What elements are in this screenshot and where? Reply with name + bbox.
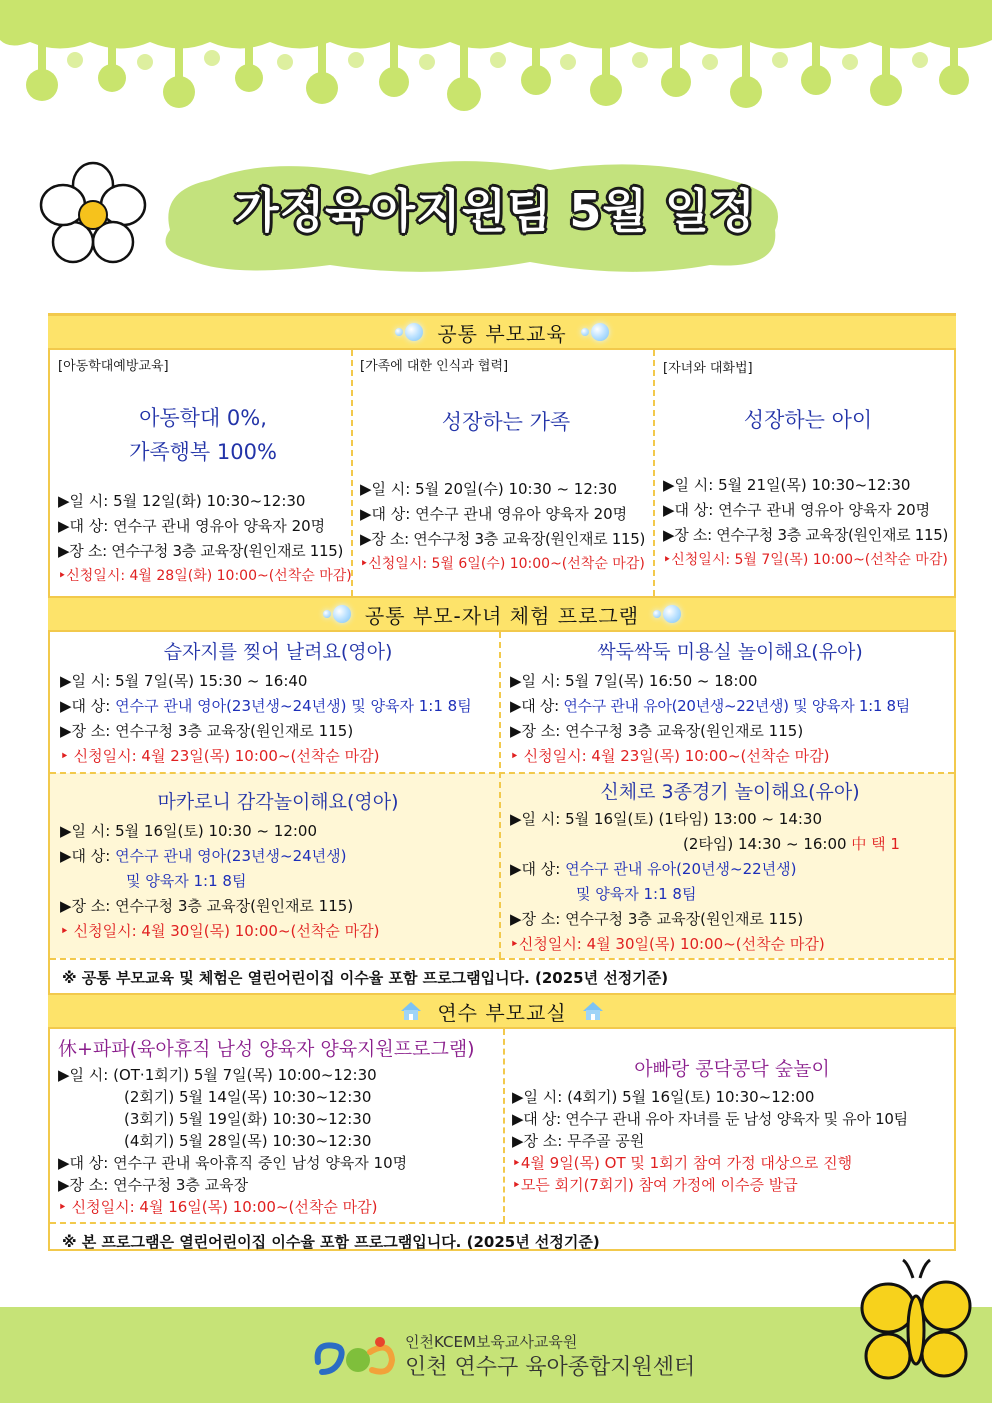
program-apply: ‣신청일시: 5월 7일(목) 10:00~(선착순 마감) <box>663 552 948 568</box>
program-apply: ‣신청일시: 4월 28일(화) 10:00~(선착순 마감) <box>58 568 352 584</box>
program-target-label: ▶대 상: <box>60 847 116 865</box>
bubble-icon <box>395 328 403 336</box>
program-target-value: 연수구 관내 영아(23년생~24년생) <box>115 847 347 865</box>
program-date: ▶일 시: 5월 20일(수) 10:30 ~ 12:30 <box>360 480 618 498</box>
section3-left <box>58 1038 502 1218</box>
program-apply: ‣ 신청일시: 4월 23일(목) 10:00~(선착순 마감) <box>60 747 380 765</box>
program-place: ▶장 소: 연수구청 3층 교육장(원인재로 115) <box>510 910 804 928</box>
section3-right <box>512 1058 952 1196</box>
program-target-value-2: 및 양육자 1:1 8팀 <box>576 885 697 903</box>
program-target-label: ▶대 상: <box>60 697 116 715</box>
program-target <box>60 694 496 719</box>
program-choice: 中 택 1 <box>851 835 900 853</box>
bubble-icon <box>323 610 331 618</box>
bubble-icon <box>333 605 351 623</box>
program-title: 성장하는 가족 <box>441 410 571 434</box>
program-target-value: 연수구 관내 유아(20년생~22년생) <box>565 860 797 878</box>
program-target <box>510 694 950 719</box>
program-date: ▶일 시: 5월 16일(토) (1타임) 13:00 ~ 14:30 <box>510 810 823 828</box>
program-target-label: ▶대 상: <box>510 697 564 715</box>
top-garland-decoration <box>0 0 992 130</box>
program-date: ▶일 시: 5월 16일(토) 10:30 ~ 12:00 <box>60 822 318 840</box>
program-date: ▶일 시: 5월 7일(목) 15:30 ~ 16:40 <box>60 672 308 690</box>
section2-band <box>48 596 956 632</box>
section2-prog2 <box>510 640 950 769</box>
program-title <box>58 401 348 469</box>
program-title: 休+파파(육아휴직 남성 양육자 양육지원프로그램) <box>58 1038 475 1060</box>
section2-prog1 <box>60 640 496 769</box>
program-date: ▶일 시: 5월 7일(목) 16:50 ~ 18:00 <box>510 672 758 690</box>
program-note-2: ‣모든 회기(7회기) 참여 가정에 이수증 발급 <box>512 1176 798 1194</box>
program-date-1: ▶일 시: (OT·1회기) 5월 7일(목) 10:00~12:30 <box>58 1066 377 1084</box>
section3-band <box>48 993 956 1029</box>
section2-prog4 <box>510 780 950 957</box>
program-apply: ‣ 신청일시: 4월 30일(목) 10:00~(선착순 마감) <box>60 922 380 940</box>
bubble-icon <box>663 605 681 623</box>
program-target <box>510 857 950 882</box>
org-main-name: 인천 연수구 육아종합지원센터 <box>405 1355 696 1380</box>
program-tag: [아동학대예방교육] <box>58 359 169 374</box>
program-place: ▶장 소: 연수구청 3층 교육장(원인재로 115) <box>60 897 354 915</box>
program-target-value: 연수구 관내 유아(20년생~22년생) 및 양육자 1:1 8팀 <box>563 697 910 715</box>
program-target: ▶대 상: 연수구 관내 영유아 양육자 20명 <box>360 505 628 523</box>
section1-col3 <box>663 356 953 573</box>
program-date-3: (3회기) 5월 19일(화) 10:30~12:30 <box>124 1110 372 1128</box>
program-place: ▶장 소: 연수구청 3층 교육장(원인재로 115) <box>510 722 804 740</box>
program-place: ▶장 소: 연수구청 3층 교육장 <box>58 1176 249 1194</box>
section2-prog3 <box>60 790 496 944</box>
program-target: ▶대 상: 연수구 관내 육아휴직 중인 남성 양육자 10명 <box>58 1154 408 1172</box>
program-target-value-2: 및 양육자 1:1 8팀 <box>126 872 247 890</box>
butterfly-icon <box>858 1258 973 1388</box>
program-title: 습자지를 찢어 날려요(영아) <box>163 641 393 663</box>
program-place: ▶장 소: 연수구청 3층 교육장(원인재로 115) <box>60 722 354 740</box>
program-apply: ‣ 신청일시: 4월 23일(목) 10:00~(선착순 마감) <box>510 747 830 765</box>
section2-note: ※ 공통 부모교육 및 체험은 열린어린이집 이수율 포함 프로그램입니다. (2025년 선정기준) <box>62 969 669 987</box>
program-place: ▶장 소: 연수구청 3층 교육장(원인재로 115) <box>663 526 949 544</box>
bubble-icon <box>591 323 609 341</box>
section1-col1 <box>58 354 352 589</box>
section1-col2 <box>360 354 652 577</box>
org-sub-name: 인천KCEM보육교사교육원 <box>405 1333 578 1351</box>
program-place: ▶장 소: 연수구청 3층 교육장(원인재로 115) <box>360 530 646 548</box>
section1-band <box>48 314 956 350</box>
program-date: ▶일 시: 5월 12일(화) 10:30~12:30 <box>58 492 306 510</box>
program-tag: [가족에 대한 인식과 협력] <box>360 359 509 374</box>
program-apply: ‣ 신청일시: 4월 16일(목) 10:00~(선착순 마감) <box>58 1198 378 1216</box>
program-place: ▶장 소: 무주골 공원 <box>512 1132 645 1150</box>
section3-note: ※ 본 프로그램은 열린어린이집 이수율 포함 프로그램입니다. (2025년 선정기준) <box>62 1233 600 1251</box>
house-icon <box>581 1000 605 1022</box>
section2-title: 공통 부모-자녀 체험 프로그램 <box>364 603 640 628</box>
program-target: ▶대 상: 연수구 관내 영유아 양육자 20명 <box>663 501 931 519</box>
program-target: ▶대 상: 연수구 관내 유아 자녀를 둔 남성 양육자 및 유아 10팀 <box>512 1110 908 1128</box>
program-title-line1: 아동학대 0%, <box>139 406 267 430</box>
center-logo-icon <box>310 1332 400 1382</box>
program-title: 신체로 3종경기 놀이해요(유아) <box>600 781 860 803</box>
section1-title: 공통 부모교육 <box>437 321 567 346</box>
section3-title: 연수 부모교실 <box>437 1000 567 1025</box>
program-target: ▶대 상: 연수구 관내 영유아 양육자 20명 <box>58 517 326 535</box>
bubble-icon <box>581 328 589 336</box>
program-date-second: (2타임) 14:30 ~ 16:00 <box>683 835 847 853</box>
program-title-line2: 가족행복 100% <box>129 440 277 464</box>
program-apply: ‣신청일시: 4월 30일(목) 10:00~(선착순 마감) <box>510 935 825 953</box>
program-title: 싹둑싹둑 미용실 놀이해요(유아) <box>597 641 863 663</box>
program-target-label: ▶대 상: <box>510 860 566 878</box>
flower-icon <box>38 160 148 270</box>
program-date-2: (2회기) 5월 14일(목) 10:30~12:30 <box>124 1088 372 1106</box>
program-title: 아빠랑 콩닥콩닥 숲놀이 <box>634 1058 830 1080</box>
program-place: ▶장 소: 연수구청 3층 교육장(원인재로 115) <box>58 542 344 560</box>
program-title: 마카로니 감각놀이해요(영아) <box>157 791 399 813</box>
program-date: ▶일 시: 5월 21일(목) 10:30~12:30 <box>663 476 911 494</box>
program-date-4: (4회기) 5월 28일(목) 10:30~12:30 <box>124 1132 372 1150</box>
program-date: ▶일 시: (4회기) 5월 16일(토) 10:30~12:00 <box>512 1088 815 1106</box>
program-target <box>60 844 496 869</box>
program-apply: ‣신청일시: 5월 6일(수) 10:00~(선착순 마감) <box>360 556 645 572</box>
page-title: 가정육아지원팀 5월 일정 <box>234 184 756 238</box>
bubble-icon <box>405 323 423 341</box>
program-target-value: 연수구 관내 영아(23년생~24년생) 및 양육자 1:1 8팀 <box>115 697 472 715</box>
program-title: 성장하는 아이 <box>743 408 873 432</box>
bubble-icon <box>653 610 661 618</box>
program-note-1: ‣4월 9일(목) OT 및 1회기 참여 가정 대상으로 진행 <box>512 1154 853 1172</box>
house-icon <box>399 1000 423 1022</box>
program-date-2 <box>510 832 950 857</box>
program-tag: [자녀와 대화법] <box>663 361 753 376</box>
